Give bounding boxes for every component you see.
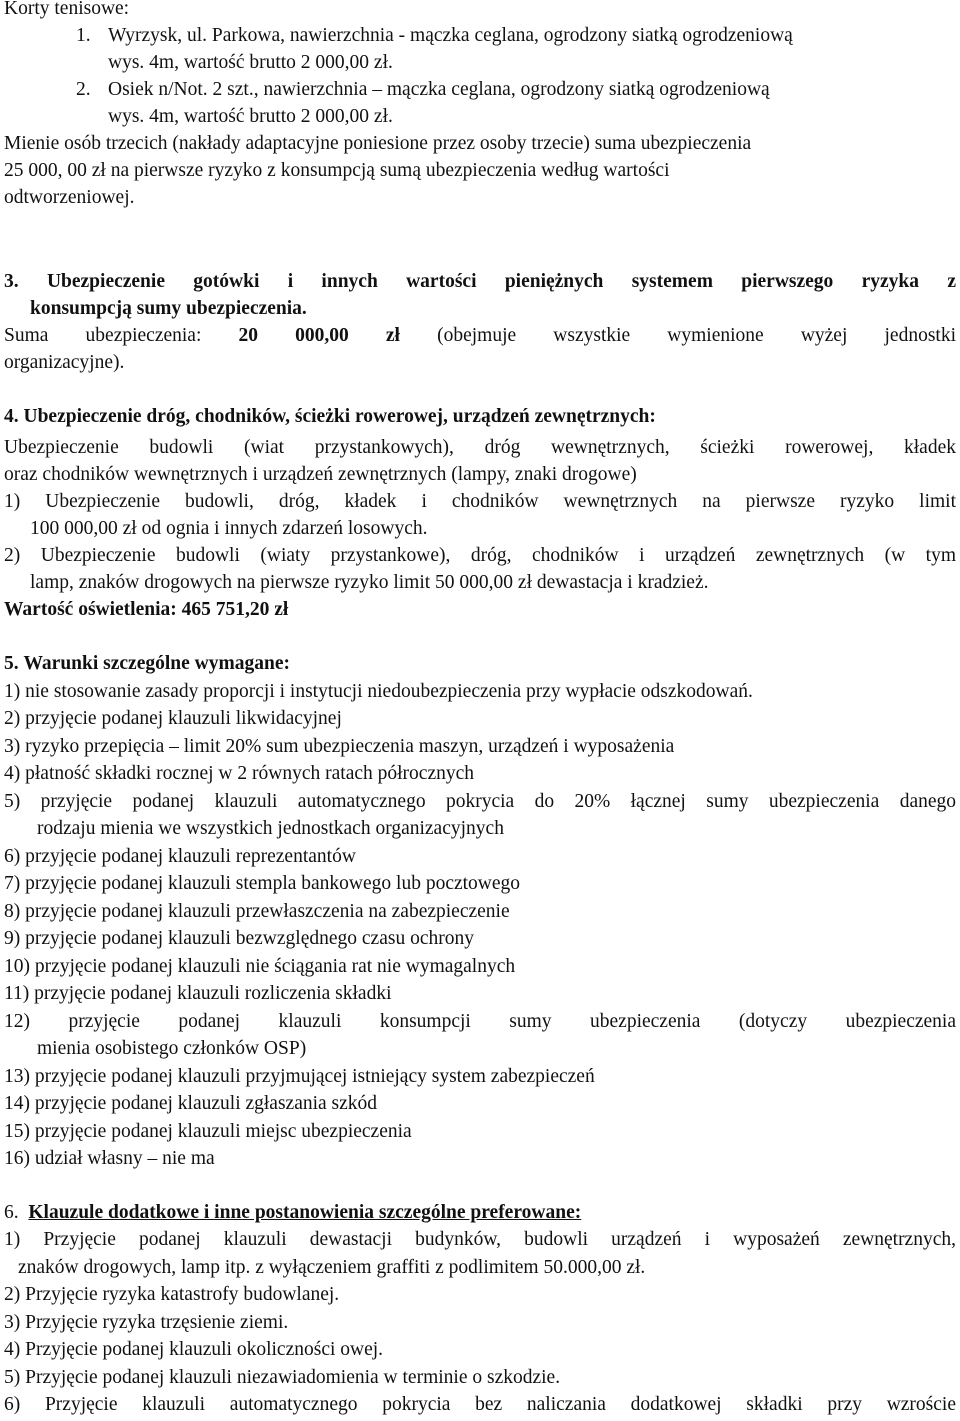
section-6-item: 2) Przyjęcie ryzyka katastrofy budowlanej. [4,1284,340,1305]
section-5-title-row [4,652,290,676]
section-4-item-2-line-2: lamp, znaków drogowych na pierwsze ryzyko limit 50 000,00 zł dewastacja i kradzież. [30,572,709,593]
section-6-number: 6. [4,1202,19,1223]
section-3-sum-note-line-2: organizacyjne). [4,352,125,373]
section-6-title-row [4,1201,581,1225]
section-5-item: 5) przyjęcie podanej klauzuli automatycznego pokrycia do 20% łącznej sumy ubezpieczenia danego [4,791,956,812]
third-party-line-1: Mienie osób trzecich (nakłady adaptacyjne poniesione przez osoby trzecie) suma ubezpieczenia [4,133,752,154]
section-4-number: 4. [4,406,19,427]
section-5-item: 13) przyjęcie podanej klauzuli przyjmującej istniejący system zabezpieczeń [4,1066,595,1087]
section-3-title-line-1: 3. Ubezpieczenie gotówki i innych wartości pieniężnych systemem pierwszego ryzyka z [4,271,956,292]
section-5-item: 15) przyjęcie podanej klauzuli miejsc ubezpieczenia [4,1121,412,1142]
section-4-item-1-line-2: 100 000,00 zł od ognia i innych zdarzeń losowych. [30,518,428,539]
section-6-item-continuation: znaków drogowych, lamp itp. z wyłączeniem graffiti z podlimitem 50.000,00 zł. [18,1257,646,1278]
section-5-item: 2) przyjęcie podanej klauzuli likwidacyjnej [4,708,342,729]
sum-label: Suma ubezpieczenia: [4,325,202,346]
section-5-item: 8) przyjęcie podanej klauzuli przewłaszczenia na zabezpieczenie [4,901,510,922]
section-6-item: 4) Przyjęcie podanej klauzuli okoliczności owej. [4,1339,384,1360]
court-2-line-1: Osiek n/Not. 2 szt., nawierzchnia – mączka ceglana, ogrodzony siatką ogrodzeniową [108,79,770,100]
section-3-title-line-2: konsumpcją sumy ubezpieczenia. [30,298,307,319]
lighting-value: Wartość oświetlenia: 465 751,20 zł [4,599,289,620]
section-6-item: 1) Przyjęcie podanej klauzuli dewastacji budynków, budowli urządzeń i wyposażeń zewnętrznych, [4,1229,956,1250]
section-5-title: Warunki szczególne wymagane: [23,653,290,674]
section-4-item-2-line-1: 2) Ubezpieczenie budowli (wiaty przystankowe), dróg, chodników i urządzeń zewnętrznych (w tym [4,545,956,566]
sum-note: (obejmuje wszystkie wymienione wyżej jednostki [437,325,957,346]
section-4-desc-line-2: oraz chodników wewnętrznych i urządzeń zewnętrznych (lampy, znaki drogowe) [4,464,637,485]
third-party-line-2: 25 000, 00 zł na pierwsze ryzyko z konsumpcją sumą ubezpieczenia według wartości [4,160,670,181]
court-1-line-1: Wyrzysk, ul. Parkowa, nawierzchnia - mączka ceglana, ogrodzony siatką ogrodzeniową [108,25,793,46]
section-5-item-continuation: mienia osobistego członków OSP) [37,1038,307,1059]
section-5-item-continuation: rodzaju mienia we wszystkich jednostkach organizacyjnych [37,818,504,839]
section-4-title: Ubezpieczenie dróg, chodników, ścieżki rowerowej, urządzeń zewnętrznych: [23,406,656,427]
section-4-item-1-line-1: 1) Ubezpieczenie budowli, dróg, kładek i chodników wewnętrznych na pierwsze ryzyko limit [4,491,956,512]
section-5-item: 4) płatność składki rocznej w 2 równych ratach półrocznych [4,763,474,784]
court-2-line-2: wys. 4m, wartość brutto 2 000,00 zł. [108,106,393,127]
section-3-sum-row [4,324,956,348]
court-2-number: 2. [76,79,91,100]
section-5-item: 9) przyjęcie podanej klauzuli bezwzględnego czasu ochrony [4,928,474,949]
section-6-title: Klauzule dodatkowe i inne postanowienia szczególne preferowane: [28,1202,582,1223]
court-1-number: 1. [76,25,91,46]
section-5-item: 16) udział własny – nie ma [4,1148,215,1169]
section-5-item: 3) ryzyko przepięcia – limit 20% sum ubezpieczenia maszyn, urządzeń i wyposażenia [4,736,675,757]
courts-heading: Korty tenisowe: [4,0,130,19]
section-5-item: 6) przyjęcie podanej klauzuli reprezentantów [4,846,356,867]
section-5-item: 10) przyjęcie podanej klauzuli nie ściągania rat nie wymagalnych [4,956,516,977]
section-5-number: 5. [4,653,19,674]
section-6-item: 3) Przyjęcie ryzyka trzęsienie ziemi. [4,1312,289,1333]
sum-value: 20 000,00 zł [238,325,400,346]
section-5-item: 1) nie stosowanie zasady proporcji i instytucji niedoubezpieczenia przy wypłacie odszkodowań. [4,681,753,702]
section-6-item: 5) Przyjęcie podanej klauzuli niezawiadomienia w terminie o szkodzie. [4,1367,561,1388]
third-party-line-3: odtworzeniowej. [4,187,135,208]
section-4-desc-line-1: Ubezpieczenie budowli (wiat przystankowych), dróg wewnętrznych, ścieżki rowerowej, kładek [4,437,956,458]
court-1-line-2: wys. 4m, wartość brutto 2 000,00 zł. [108,52,393,73]
section-4-title-row [4,405,656,429]
section-5-item: 14) przyjęcie podanej klauzuli zgłaszania szkód [4,1093,378,1114]
section-6-item: 6) Przyjęcie klauzuli automatycznego pokrycia bez naliczania dodatkowej składki przy wzroście [4,1394,956,1415]
section-5-item: 12) przyjęcie podanej klauzuli konsumpcji sumy ubezpieczenia (dotyczy ubezpieczenia [4,1011,956,1032]
section-5-item: 11) przyjęcie podanej klauzuli rozliczenia składki [4,983,392,1004]
section-5-item: 7) przyjęcie podanej klauzuli stempla bankowego lub pocztowego [4,873,521,894]
